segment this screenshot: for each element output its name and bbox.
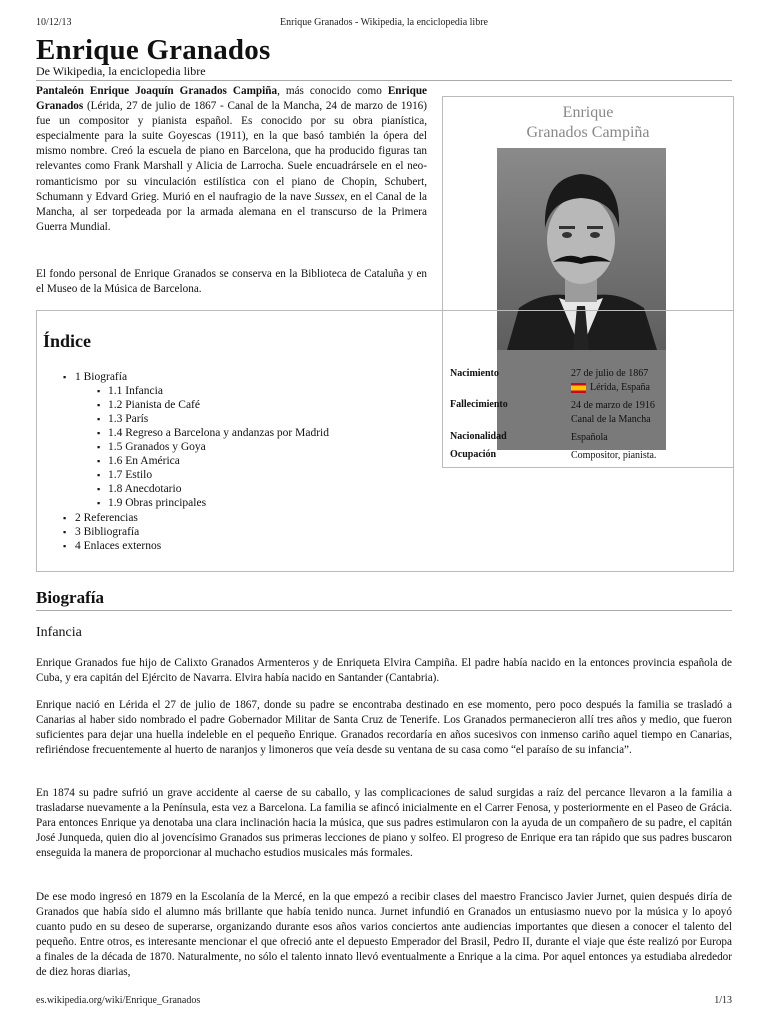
ship-name[interactable]: Sussex — [314, 190, 345, 203]
toc-item-biografia[interactable]: ▪ 1 Biografía — [75, 370, 127, 384]
bio-paragraph-2: Enrique nació en Lérida el 27 de julio de 1867, donde su padre se encontraba destinado en ese momento, pero poco después la familia se trasladó a Canarias al haber sido nombrado el padre Gobernador Militar de Santa Cruz de Tenerife. Los Granados permanecieron allí tres años y medio, que fueron suficientes para dejar una huella indeleble en el pequeño Enrique. Granados recordaría en años sucesivos con inmenso cariño aquel tiempo en Canarias, refiriéndose frecuentemente al huerto de naranjos y limoneros que veía desde su ventana de su casa como “el paraíso de su infancia”. — [36, 699, 732, 757]
table-of-contents — [36, 310, 734, 572]
intro-shortname: Enrique Granados — [36, 85, 428, 113]
print-date: 10/12/13 — [36, 17, 72, 28]
infobox-title — [443, 103, 733, 143]
infobox-value-birth-date: 27 de julio de 1867 — [571, 368, 649, 379]
infobox-value-death-place[interactable]: Canal de la Mancha — [571, 414, 651, 425]
title-divider — [36, 80, 732, 81]
print-doc-title: Enrique Granados - Wikipedia, la enciclopedia libre — [280, 17, 488, 28]
toc-item-anecdotario[interactable]: ▪ 1.8 Anecdotario — [108, 482, 181, 496]
page-subtitle: De Wikipedia, la enciclopedia libre — [36, 64, 206, 78]
toc-item-infancia[interactable]: ▪ 1.1 Infancia — [108, 384, 163, 398]
infobox-value-nationality: Española — [571, 432, 608, 443]
intro-text-1: , más conocido como — [277, 85, 388, 97]
toc-item-referencias[interactable]: ▪ 2 Referencias — [75, 511, 138, 525]
bio-paragraph-4: De ese modo ingresó en 1879 en la Escolanía de la Mercé, en la que empezó a recibir clases del maestro Francisco Javier Jurnet, quien después diría de Granados que había sido el alumno más brillante que había tenido nunca. Jurnet infundió en Granados un entusiasmo nuevo por la música y lo apoyó cuanto pudo en su deseo de superarse, organizando durante esos años varios conciertos ante audiencias importantes que diesen a conocer el talento del pequeño. Entre otros, es interesante mencionar el que ofreció ante el depuesto Emperador del Brasil, Pedro II, durante el viaje que éste realizó por Europa a finales de la década de 1870. Naturalmente, no sólo el talento innato llevó eventualmente a Enrique a la cima. Por aquel entonces ya estudiaba alrededor de diez horas diarias, — [36, 891, 732, 979]
infobox-title-line1: Enrique — [562, 104, 614, 121]
toc-item-obras-principales[interactable]: ▪ 1.9 Obras principales — [108, 496, 206, 510]
toc-item-enlaces-externos[interactable]: ▪ 4 Enlaces externos — [75, 539, 161, 553]
infobox-label-occupation: Ocupación — [450, 449, 497, 460]
footer-page-number: 1/13 — [714, 995, 732, 1006]
toc-item-en-america[interactable]: ▪ 1.6 En América — [108, 454, 180, 468]
infobox-label-death: Fallecimiento — [450, 399, 508, 410]
birth-place-link[interactable]: Lérida, España — [590, 382, 650, 393]
section-divider — [36, 610, 732, 611]
intro-text-3: , en el Canal de la Mancha, al ser torpedeada por la armada alemana en el transcurso de la Primera Guerra Mundial. — [36, 190, 427, 233]
subsection-heading-infancia: Infancia — [36, 625, 82, 640]
toc-title: Índice — [43, 331, 92, 351]
bio-paragraph-3: En 1874 su padre sufrió un grave accidente al caerse de su caballo, y las complicaciones de salud surgidas a raíz del percance llevaron a la familia a trasladarse nuevamente a la Península, esta vez a Barcelona. La familia se afincó inicialmente en el Carrer Fenosa, y posteriormente en el Paseo de Grácia. Para entonces Enrique ya denotaba una clara inclinación hacia la música, que sus padres estimularon con la ayuda de un compañero de su padre, el capitán José Junqueda, quien dio al jovencísimo Granados sus primeras lecciones de piano y solfeo. El progreso de Enrique era tan rápido que sus padres buscaron enseguida la manera de proporcionar al muchacho estudios musicales más formales. — [36, 787, 732, 860]
infobox-label-nationality: Nacionalidad — [450, 431, 507, 442]
intro-fullname: Pantaleón Enrique Joaquín Granados Campiña — [36, 85, 278, 97]
toc-item-regreso-barcelona[interactable]: ▪ 1.4 Regreso a Barcelona y andanzas por Madrid — [108, 426, 329, 440]
infobox-value-occupation: Compositor, pianista. — [571, 450, 657, 461]
infobox-label-birth: Nacimiento — [450, 368, 499, 379]
footer-url: es.wikipedia.org/wiki/Enrique_Granados — [36, 995, 201, 1006]
toc-item-granados-y-goya[interactable]: ▪ 1.5 Granados y Goya — [108, 440, 206, 454]
page-title: Enrique Granados — [36, 34, 271, 66]
bio-paragraph-1: Enrique Granados fue hijo de Calixto Granados Armenteros y de Enriqueta Elvira Campiña. El padre había nacido en la entonces provincia española de Cuba, y era capitán del Ejército de Navarra. Elvira había nacido en Santander (Cantabria). — [36, 657, 732, 685]
intro-paragraph — [36, 84, 427, 235]
intro-paragraph-2: El fondo personal de Enrique Granados se conserva en la Biblioteca de Cataluña y en el Museo de la Música de Barcelona. — [36, 268, 427, 296]
toc-item-pianista-de-cafe[interactable]: ▪ 1.2 Pianista de Café — [108, 398, 200, 412]
intro-text-2: (Lérida, 27 de julio de 1867 - Canal de la Mancha, 24 de marzo de 1916) fue un compositor y pianista español. Es conocido por su obra pianística, especialmente para la suite Goyescas (1911), en la que basó también la ópera del mismo nombre. Creó la escuela de piano en Barcelona, que ha producido figuras tan relevantes como Frank Marshall y Alicia de Larrocha. Suele encuadrársele en el neo-romanticismo por su vinculación estilística con el piano de Chopin, Schubert, Schumann y Edvard Grieg. Murió en el naufragio de la nave — [36, 100, 427, 203]
section-heading-biografia: Biografía — [36, 588, 104, 607]
infobox-value-death-date: 24 de marzo de 1916 — [571, 400, 655, 411]
toc-item-bibliografia[interactable]: ▪ 3 Bibliografía — [75, 525, 139, 539]
infobox-title-line2: Granados Campiña — [526, 124, 650, 141]
toc-item-estilo[interactable]: ▪ 1.7 Estilo — [108, 468, 152, 482]
toc-item-paris[interactable]: ▪ 1.3 París — [108, 412, 148, 426]
